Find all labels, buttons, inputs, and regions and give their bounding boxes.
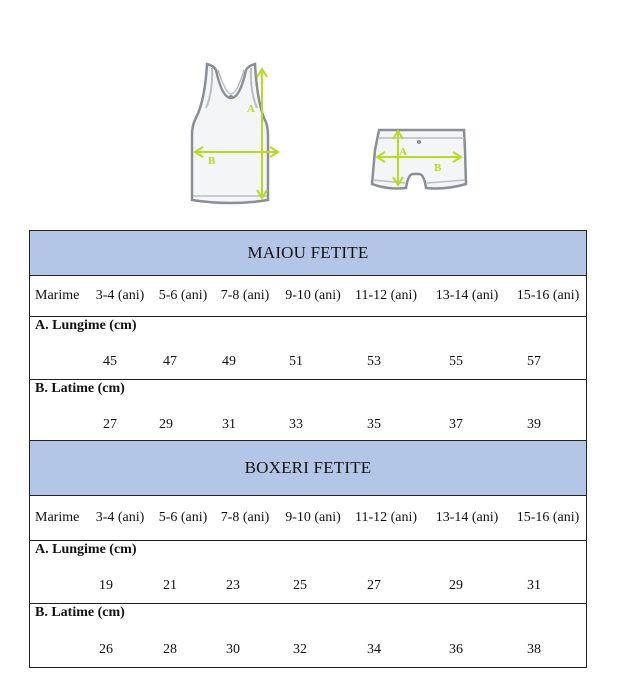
size-header: 13-14 (ani) [435,288,499,303]
width-value: 35 [367,417,381,432]
size-table-boxers [29,440,587,668]
width-value: 37 [449,417,463,432]
boxer-drawing [372,130,466,189]
length-value: 47 [163,354,177,369]
width-value: 38 [527,642,541,657]
length-value: 29 [449,578,463,593]
size-header: 7-8 (ani) [220,288,270,303]
length-value: 25 [293,578,307,593]
width-value: 33 [289,417,303,432]
size-header: 3-4 (ani) [95,288,145,303]
boxer-label-b: B [434,162,442,174]
width-value: 31 [222,417,236,432]
width-label: B. Latime (cm) [35,381,125,396]
width-value: 27 [103,417,117,432]
length-value: 27 [367,578,381,593]
length-value: 45 [103,354,117,369]
size-header-row [30,276,586,317]
length-value: 57 [527,354,541,369]
length-value: 19 [99,578,113,593]
length-value: 31 [527,578,541,593]
width-value: 26 [99,642,113,657]
size-table-tank-tops [29,230,587,443]
length-value: 55 [449,354,463,369]
size-header: 3-4 (ani) [95,510,145,525]
width-value: 34 [367,642,381,657]
size-header: 13-14 (ani) [435,510,499,525]
tank-label-a: A [247,103,255,115]
size-header: 15-16 (ani) [516,288,580,303]
size-header: 5-6 (ani) [158,510,208,525]
table-title: BOXERI FETITE [30,441,586,496]
length-value: 23 [226,578,240,593]
size-header: 11-12 (ani) [354,288,418,303]
size-column-label: Marime [35,510,80,525]
tank-top-drawing [192,64,278,203]
size-header-row [30,496,586,541]
width-label: B. Latime (cm) [35,605,125,620]
size-header: 5-6 (ani) [158,288,208,303]
width-value: 30 [226,642,240,657]
width-row [30,604,586,667]
width-value: 29 [159,417,173,432]
garment-illustration [0,0,631,230]
size-header: 11-12 (ani) [354,510,418,525]
length-value: 49 [222,354,236,369]
size-header: 7-8 (ani) [220,510,270,525]
length-value: 53 [367,354,381,369]
width-value: 36 [449,642,463,657]
length-label: A. Lungime (cm) [35,318,137,333]
tank-label-b: B [208,155,216,167]
width-row [30,380,586,442]
length-row [30,317,586,380]
width-value: 28 [163,642,177,657]
size-header: 9-10 (ani) [285,510,341,525]
table-title: MAIOU FETITE [30,231,586,276]
length-label: A. Lungime (cm) [35,542,137,557]
width-value: 39 [527,417,541,432]
size-column-label: Marime [35,288,80,303]
length-value: 21 [163,578,177,593]
size-header: 15-16 (ani) [516,510,580,525]
width-value: 32 [293,642,307,657]
size-header: 9-10 (ani) [285,288,341,303]
length-value: 51 [289,354,303,369]
boxer-label-a: A [399,146,407,158]
length-row [30,541,586,604]
